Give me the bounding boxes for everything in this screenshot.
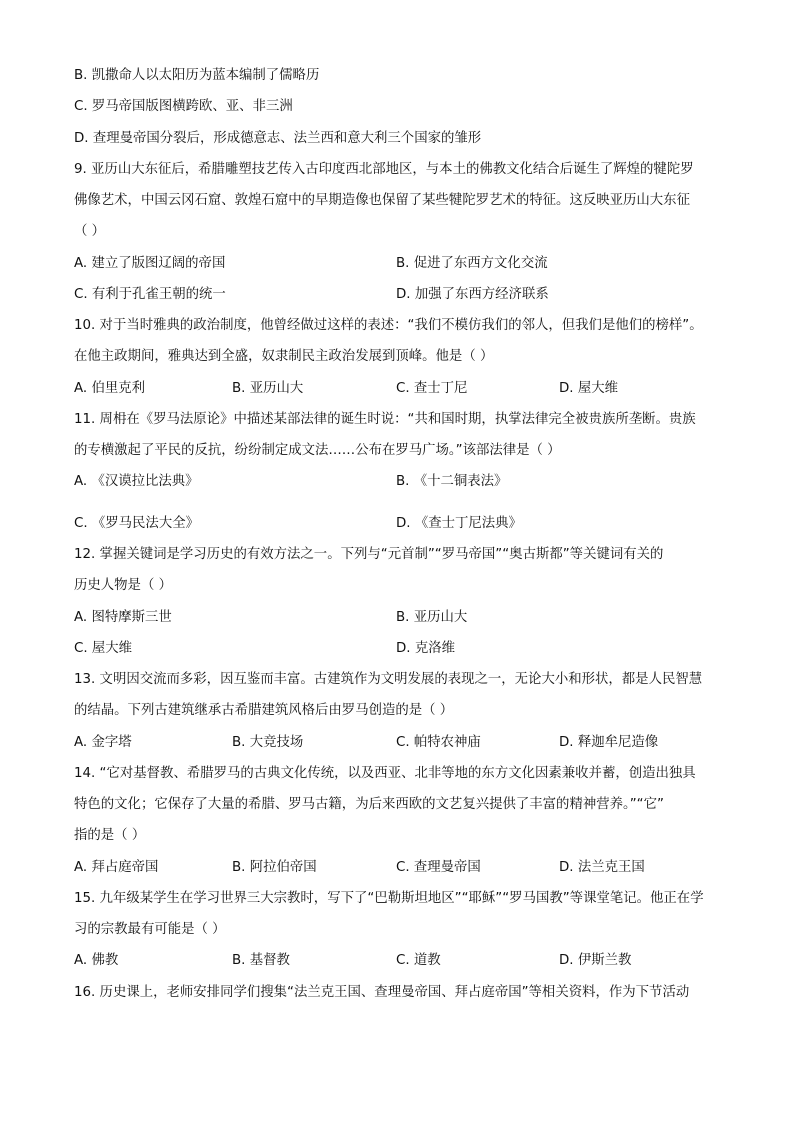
q9-option-d: D. 加强了东西方经济联系 xyxy=(396,287,549,302)
q14-option-a: A. 拜占庭帝国 xyxy=(74,860,159,875)
q15-option-d: D. 伊斯兰教 xyxy=(559,953,632,968)
prev-option-b: B. 凯撒命人以太阳历为蓝本编制了儒略历 xyxy=(74,68,320,83)
q13-stem-line-1: 13. 文明因交流而多彩，因互鉴而丰富。古建筑作为文明发展的表现之一，无论大小和形状，都是人民智慧 xyxy=(74,672,703,687)
q12-stem-line-1: 12. 掌握关键词是学习历史的有效方法之一。下列与“元首制”“罗马帝国”“奥古斯都”等关键词有关的 xyxy=(74,547,664,562)
q9-stem-line-1: 9. 亚历山大东征后，希腊雕塑技艺传入古印度西北部地区，与本土的佛教文化结合后诞生了辉煌的犍陀罗 xyxy=(74,162,694,177)
q10-option-a: A. 伯里克利 xyxy=(74,381,145,396)
q13-option-b: B. 大竞技场 xyxy=(232,735,304,750)
q12-stem-line-2: 历史人物是（ ） xyxy=(74,578,172,593)
q14-option-b: B. 阿拉伯帝国 xyxy=(232,860,317,875)
q11-option-b: B. 《十二铜表法》 xyxy=(396,474,508,489)
q12-option-d: D. 克洛维 xyxy=(396,641,455,656)
q11-stem-line-2: 的专横激起了平民的反抗，纷纷制定成文法……公布在罗马广场。”该部法律是（ ） xyxy=(74,443,561,458)
q11-stem-line-1: 11. 周枏在《罗马法原论》中描述某部法律的诞生时说：“共和国时期，执掌法律完全被贵族所垄断。贵族 xyxy=(74,412,696,427)
q13-option-c: C. 帕特农神庙 xyxy=(396,735,481,750)
q10-option-b: B. 亚历山大 xyxy=(232,381,304,396)
q13-option-a: A. 金字塔 xyxy=(74,735,132,750)
q11-option-a: A. 《汉谟拉比法典》 xyxy=(74,474,199,489)
q11-option-d: D. 《查士丁尼法典》 xyxy=(396,516,522,531)
q13-stem-line-2: 的结晶。下列古建筑继承古希腊建筑风格后由罗马创造的是（ ） xyxy=(74,703,454,718)
q9-option-a: A. 建立了版图辽阔的帝国 xyxy=(74,256,226,271)
q9-stem-line-3: （ ） xyxy=(74,224,106,239)
q10-stem-line-1: 10. 对于当时雅典的政治制度，他曾经做过这样的表述：“我们不模仿我们的邻人，但我们是他们的榜样”。 xyxy=(74,318,703,333)
q16-stem-line-1: 16. 历史课上，老师安排同学们搜集“法兰克王国、查理曼帝国、拜占庭帝国”等相关资料，作为下节活动 xyxy=(74,985,690,1000)
q14-stem-line-3: 指的是（ ） xyxy=(74,828,146,843)
prev-option-d: D. 查理曼帝国分裂后，形成德意志、法兰西和意大利三个国家的雏形 xyxy=(74,131,482,146)
q15-stem-line-1: 15. 九年级某学生在学习世界三大宗教时，写下了“巴勒斯坦地区”“耶稣”“罗马国教”等课堂笔记。他正在学 xyxy=(74,891,704,906)
q9-stem-line-2: 佛像艺术，中国云冈石窟、敦煌石窟中的早期造像也保留了某些犍陀罗艺术的特征。这反映亚历山大东征 xyxy=(74,193,690,208)
q12-option-a: A. 图特摩斯三世 xyxy=(74,610,172,625)
q12-option-c: C. 屋大维 xyxy=(74,641,133,656)
q9-option-b: B. 促进了东西方文化交流 xyxy=(396,256,548,271)
q15-stem-line-2: 习的宗教最有可能是（ ） xyxy=(74,922,226,937)
prev-option-c: C. 罗马帝国版图横跨欧、亚、非三洲 xyxy=(74,99,293,114)
q12-option-b: B. 亚历山大 xyxy=(396,610,468,625)
q15-option-a: A. 佛教 xyxy=(74,953,119,968)
q14-stem-line-1: 14. “它对基督教、希腊罗马的古典文化传统，以及西亚、北非等地的东方文化因素兼收并蓄，创造出独具 xyxy=(74,766,696,781)
q9-option-c: C. 有利于孔雀王朝的统一 xyxy=(74,287,226,302)
q14-option-c: C. 查理曼帝国 xyxy=(396,860,481,875)
q14-option-d: D. 法兰克王国 xyxy=(559,860,645,875)
q10-stem-line-2: 在他主政期间，雅典达到全盛，奴隶制民主政治发展到顶峰。他是（ ） xyxy=(74,349,494,364)
q15-option-b: B. 基督教 xyxy=(232,953,290,968)
q10-option-c: C. 查士丁尼 xyxy=(396,381,468,396)
q10-option-d: D. 屋大维 xyxy=(559,381,618,396)
q15-option-c: C. 道教 xyxy=(396,953,441,968)
q14-stem-line-2: 特色的文化；它保存了大量的希腊、罗马古籍，为后来西欧的文艺复兴提供了丰富的精神营养。”“它” xyxy=(74,797,664,812)
q13-option-d: D. 释迦牟尼造像 xyxy=(559,735,659,750)
q11-option-c: C. 《罗马民法大全》 xyxy=(74,516,199,531)
